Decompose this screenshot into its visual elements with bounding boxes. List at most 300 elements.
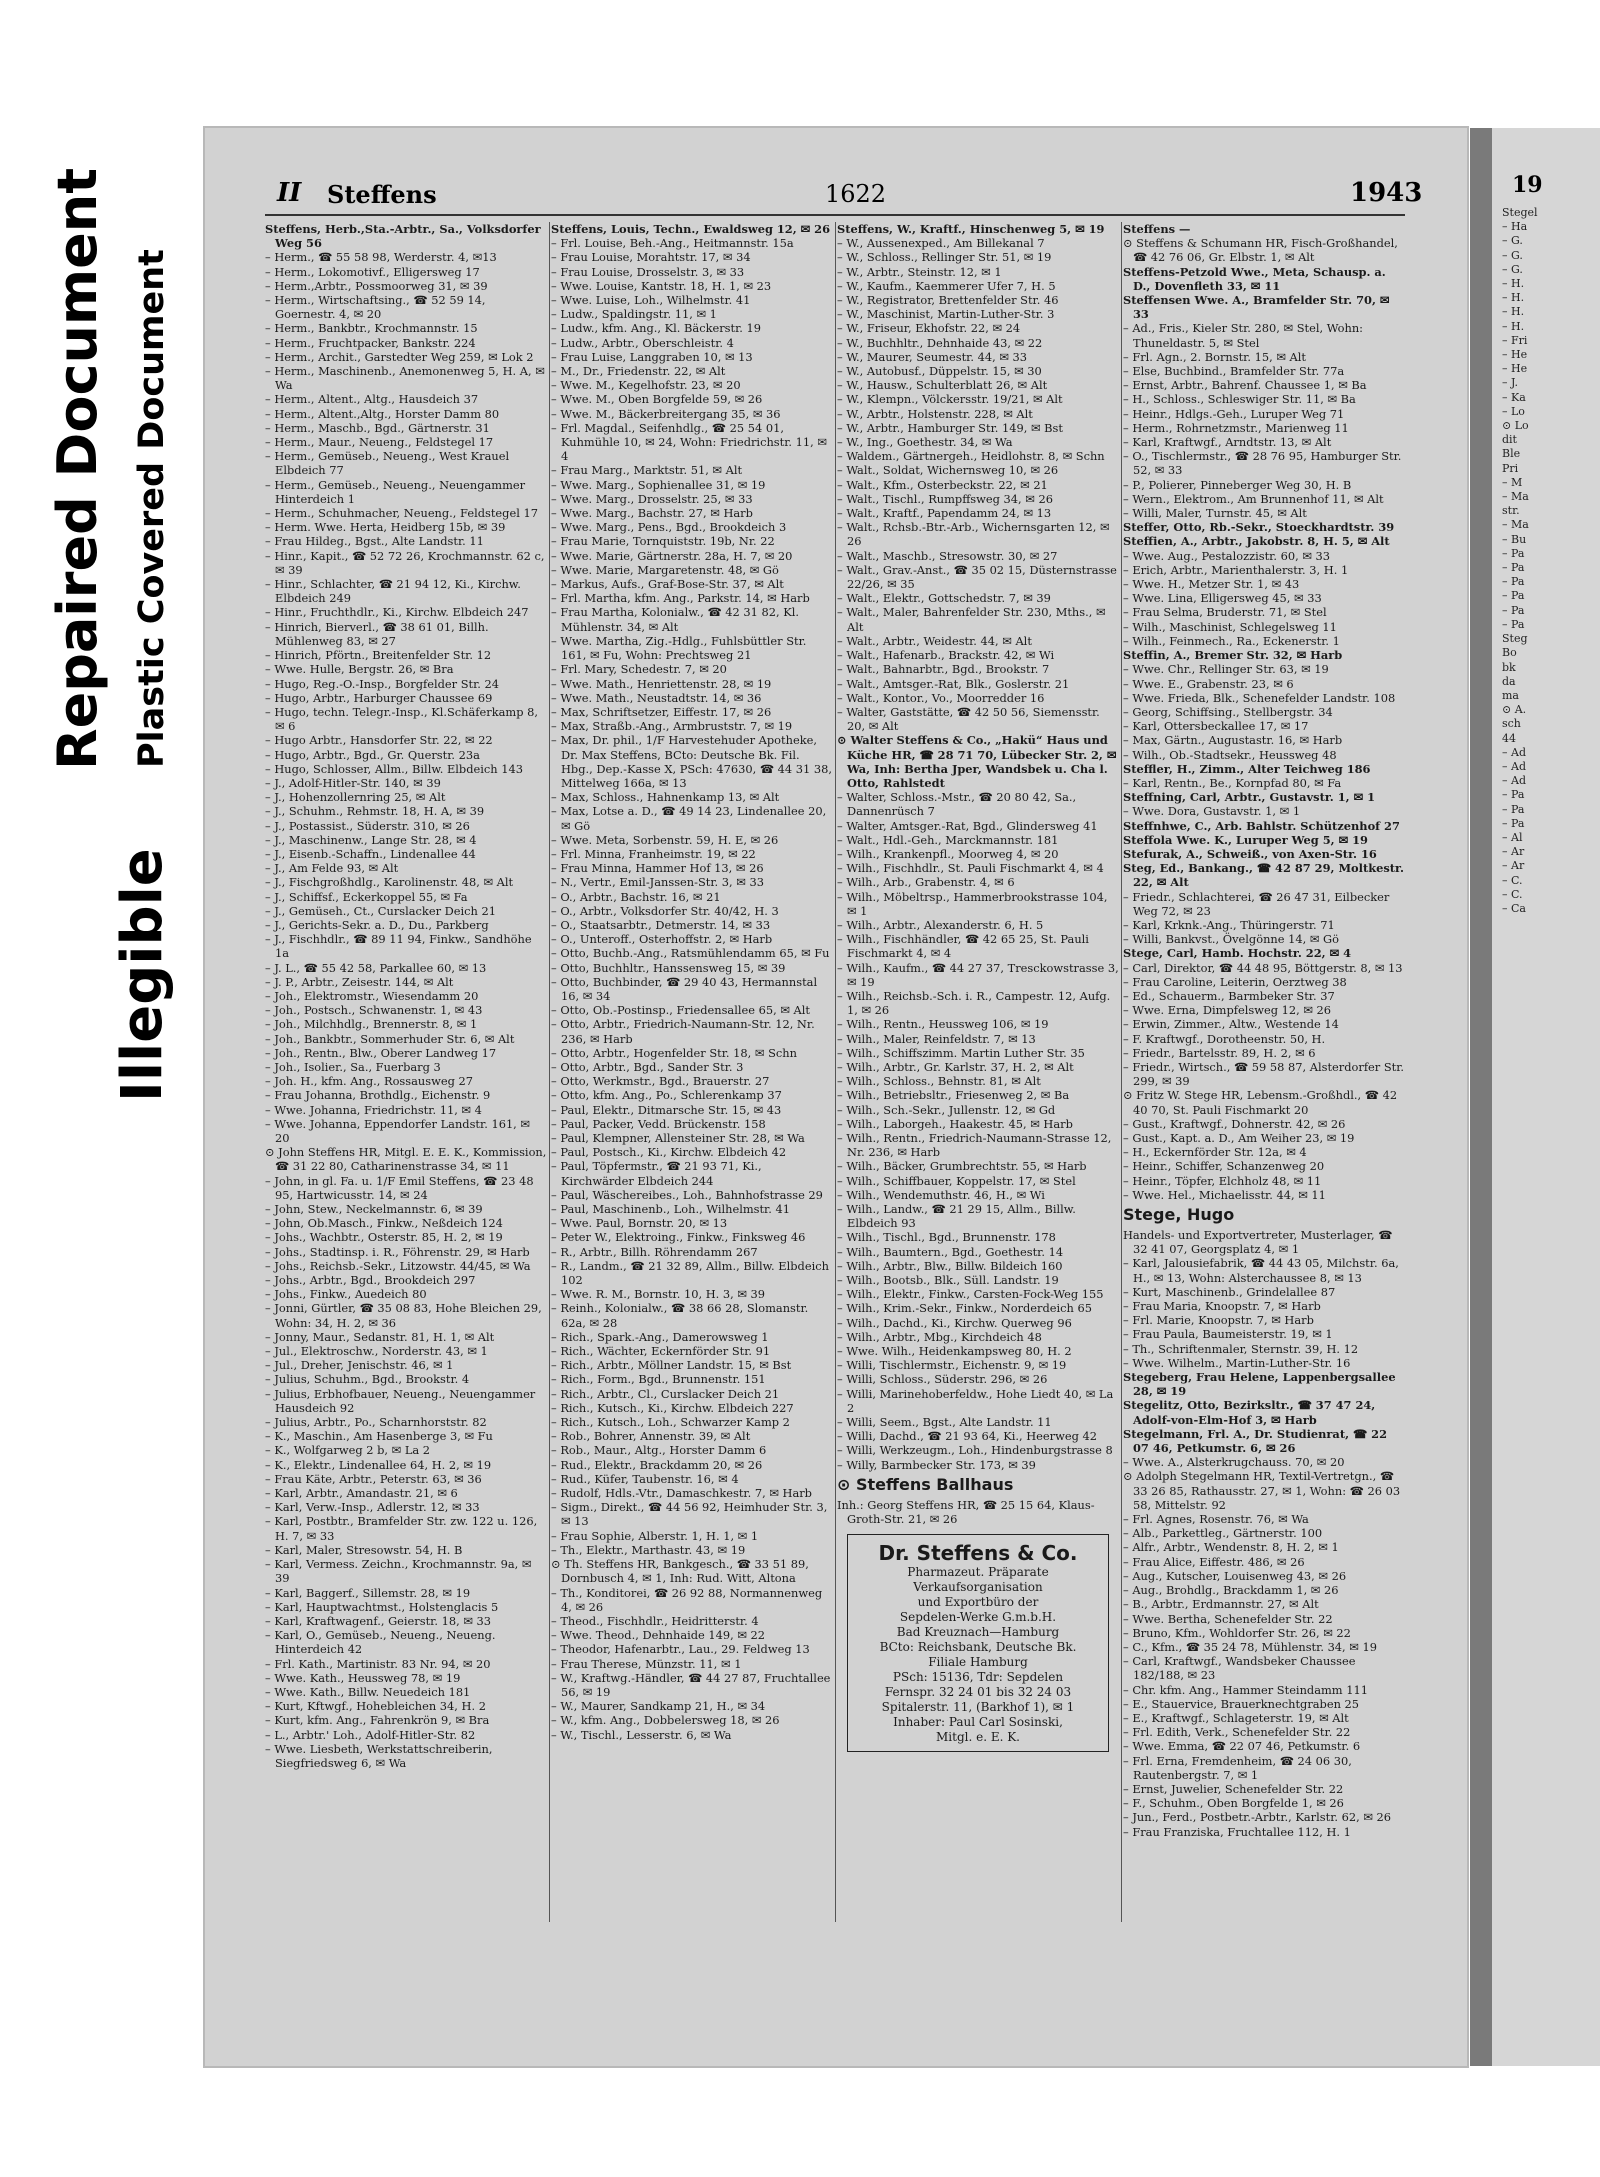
directory-entry: – Hugo, techn. Telegr.-Insp., Kl.Schäferkamp 8, ✉ 6	[265, 704, 538, 734]
directory-entry: – Johs., Finkw., Auedeich 80	[265, 1287, 427, 1302]
directory-entry: – Frau Sophie, Alberstr. 1, H. 1, ✉ 1	[551, 1528, 759, 1543]
directory-entry: – O., Staatsarbtr., Detmerstr. 14, ✉ 33	[551, 917, 771, 932]
directory-entry: – Herm., Wirtschaftsing., ☎ 52 59 14, Goernestr. 4, ✉ 20	[265, 293, 486, 322]
next-page-line: – Pa	[1502, 802, 1525, 816]
directory-entry: – W., Maurer, Sandkamp 21, H., ✉ 34	[551, 1699, 766, 1714]
directory-entry: Steffnhwe, C., Arb. Bahlstr. Schützenhof 27	[1123, 818, 1400, 833]
directory-entry: – Rud., Küfer, Taubenstr. 16, ✉ 4	[551, 1471, 739, 1486]
next-page-line: – Pa	[1502, 617, 1525, 631]
running-head-name: Steffens	[327, 180, 437, 209]
directory-entry: – Rich., Kutsch., Loh., Schwarzer Kamp 2	[551, 1415, 790, 1430]
next-page-line: – H.	[1502, 277, 1525, 291]
directory-entry: – Ernst, Juwelier, Schenefelder Str. 22	[1123, 1781, 1344, 1796]
directory-entry: – Reinh., Kolonialw., ☎ 38 66 28, Slomanstr. 62a, ✉ 28	[551, 1301, 809, 1330]
directory-entry: – Friedr., Bartelsstr. 89, H. 2, ✉ 6	[1123, 1045, 1316, 1060]
next-page-line: – H.	[1502, 305, 1525, 319]
listing-heading: Stege, Hugo	[1123, 1205, 1235, 1225]
directory-entry: – Herm.,Arbtr., Possmoorweg 31, ✉ 39	[265, 278, 488, 293]
next-page-line: – C.	[1502, 873, 1523, 887]
directory-entry: – Johs., Arbtr., Bgd., Brookdeich 297	[265, 1273, 476, 1288]
directory-entry: – Frl. Agn., 2. Bornstr. 15, ✉ Alt	[1123, 349, 1306, 364]
directory-entry: – Wilh., Landw., ☎ 21 29 15, Allm., Billw. Elbdeich 93	[837, 1202, 1076, 1231]
directory-entry: – Wwe. Theod., Dehnhaide 149, ✉ 22	[551, 1628, 766, 1643]
directory-entry: – Rud., Elektr., Brackdamm 20, ✉ 26	[551, 1457, 763, 1472]
ad-title: Dr. Steffens & Co.	[878, 1541, 1078, 1566]
page-number: 1622	[825, 180, 887, 208]
directory-entry: – Herm., Altent.,Altg., Horster Damm 80	[265, 406, 500, 421]
next-page-line: Bo	[1502, 646, 1517, 660]
next-page-line: – Pa	[1502, 589, 1525, 603]
directory-entry: – Wilh., Kaufm., ☎ 44 27 37, Tresckowstrasse 3, ✉ 19	[837, 960, 1119, 989]
directory-entry: – Wilh., Elektr., Finkw., Carsten-Fock-Weg 155	[837, 1287, 1104, 1302]
directory-entry: – Frl. Erna, Fremdenheim, ☎ 24 06 30, Rautenbergstr. 7, ✉ 1	[1123, 1753, 1352, 1782]
directory-entry: – Max, Gärtn., Augustastr. 16, ✉ Harb	[1123, 733, 1343, 748]
directory-entry: – Herm., Gemüseb., Neueng., Neuengammer Hinterdeich 1	[265, 477, 526, 506]
directory-entry: – Otto, Werkmstr., Bgd., Brauerstr. 27	[551, 1074, 770, 1089]
directory-entry: – Karl, Postbtr., Bramfelder Str. zw. 122 u. 126, H. 7, ✉ 33	[265, 1514, 538, 1543]
directory-entry: – Wilh., Betriebsltr., Friesenweg 2, ✉ Ba	[837, 1088, 1070, 1103]
column-divider	[1121, 222, 1122, 1922]
ad-line: Bad Kreuznach—Hamburg	[896, 1625, 1060, 1640]
next-page-line: ⊙ A.	[1502, 703, 1527, 717]
next-page-line: bk	[1502, 660, 1516, 674]
directory-entry: – O., Arbtr., Volksdorfer Str. 40/42, H. 3	[551, 903, 779, 918]
directory-entry: – Wilh., Bootsb., Blk., Süll. Landstr. 19	[837, 1273, 1059, 1288]
directory-entry: – J., Fischhdlr., ☎ 89 11 94, Finkw., Sandhöhe 1a	[265, 932, 532, 961]
directory-entry: – Karl, Krknk.-Ang., Thüringerstr. 71	[1123, 917, 1335, 932]
next-page-line: – Ma	[1502, 490, 1529, 504]
directory-entry: – Hugo, Reg.-O.-Insp., Borgfelder Str. 24	[265, 676, 500, 691]
directory-entry: – Bruno, Kfm., Wohldorfer Str. 26, ✉ 22	[1123, 1625, 1351, 1640]
directory-entry: – Paul, Postsch., Ki., Kirchw. Elbdeich 42	[551, 1145, 787, 1160]
directory-entry: – W., Kaufm., Kaemmerer Ufer 7, H. 5	[837, 278, 1056, 293]
directory-entry: – Wwe. Hel., Michaelisstr. 44, ✉ 11	[1123, 1187, 1326, 1202]
directory-entry: – Frl. Edith, Verk., Schenefelder Str. 22	[1123, 1725, 1351, 1740]
next-page-line: – G.	[1502, 248, 1523, 262]
next-page-line: sch	[1502, 717, 1521, 731]
directory-entry: – Hugo, Schlosser, Allm., Billw. Elbdeich 143	[265, 761, 523, 776]
next-page-header: 19	[1512, 172, 1543, 198]
directory-entry: – R., Landm., ☎ 21 32 89, Allm., Billw. Elbdeich 102	[551, 1258, 829, 1288]
directory-entry: Steffler, H., Zimm., Alter Teichweg 186	[1123, 761, 1371, 776]
next-page-line: – Fri	[1502, 333, 1528, 347]
directory-entry: – Wilh., Sch.-Sekr., Jullenstr. 12, ✉ Gd	[837, 1102, 1056, 1117]
directory-entry: – Wwe. Luise, Loh., Wilhelmstr. 41	[551, 293, 751, 308]
directory-entry: – Th., Elektr., Marthastr. 43, ✉ 19	[551, 1542, 746, 1557]
directory-entry: – W., Registrator, Brettenfelder Str. 46	[837, 293, 1059, 308]
directory-entry: – Wwe. Math., Neustadtstr. 14, ✉ 36	[551, 690, 762, 705]
directory-entry: Handels- und Exportvertreter, Musterlager, ☎ 32 41 07, Georgsplatz 4, ✉ 1	[1123, 1228, 1393, 1257]
directory-entry: – Frau Käte, Arbtr., Peterstr. 63, ✉ 36	[265, 1471, 482, 1486]
next-page-line: – Lo	[1502, 404, 1525, 418]
directory-entry: Steffer, Otto, Rb.-Sekr., Stoeckhardtstr. 39	[1123, 520, 1395, 535]
directory-entry: – Wwe. Marg., Sophienallee 31, ✉ 19	[551, 477, 766, 492]
directory-entry: – J., Hohenzollernring 25, ✉ Alt	[265, 790, 446, 805]
directory-entry: – John, Stew., Neckelmannstr. 6, ✉ 39	[265, 1202, 483, 1217]
directory-entry: – H., Eckernförder Str. 12a, ✉ 4	[1123, 1145, 1307, 1160]
directory-entry: – Walt., Amtsger.-Rat, Blk., Goslerstr. 21	[837, 676, 1070, 691]
directory-entry: – Johs., Wachbtr., Osterstr. 85, H. 2, ✉ 19	[265, 1230, 503, 1245]
ad-line: Verkaufsorganisation	[913, 1580, 1043, 1595]
directory-entry: – Otto, Arbtr., Bgd., Sander Str. 3	[551, 1059, 744, 1074]
directory-entry: – K., Maschin., Am Hasenberge 3, ✉ Fu	[265, 1429, 493, 1444]
directory-entry: – Wwe. Kath., Heussweg 78, ✉ 19	[265, 1670, 461, 1685]
next-page-line: – Ka	[1502, 390, 1526, 404]
directory-entry: – Herm., Fruchtpacker, Bankstr. 224	[265, 335, 476, 350]
directory-entry: – Frau Minna, Hammer Hof 13, ✉ 26	[551, 861, 764, 876]
directory-entry: – J. L., ☎ 55 42 58, Parkallee 60, ✉ 13	[265, 960, 487, 975]
directory-entry: – Frau Maria, Knoopstr. 7, ✉ Harb	[1123, 1299, 1321, 1314]
directory-entry: – Karl, Arbtr., Amandastr. 21, ✉ 6	[265, 1486, 458, 1501]
directory-entry: – Joh., Milchhdlg., Brennerstr. 8, ✉ 1	[265, 1017, 478, 1032]
next-page-line: – Ad	[1502, 774, 1526, 788]
directory-entry: – Friedr., Wirtsch., ☎ 59 58 87, Alsterdorfer Str. 299, ✉ 39	[1123, 1059, 1405, 1089]
directory-entry: – B., Arbtr., Erdmannstr. 27, ✉ Alt	[1123, 1597, 1319, 1612]
directory-entry: – Peter W., Elektroing., Finkw., Finksweg 46	[551, 1230, 806, 1245]
directory-entry: – Herm., Bankbtr., Krochmannstr. 15	[265, 321, 478, 336]
directory-entry: – Wilh., Rentn., Heussweg 106, ✉ 19	[837, 1017, 1049, 1032]
directory-column-2	[551, 222, 833, 1922]
directory-entry: – Wwe. Bertha, Schenefelder Str. 22	[1123, 1611, 1333, 1626]
directory-entry: Stegelitz, Otto, Bezirksltr., ☎ 37 47 24, Adolf-von-Elm-Hof 3, ✉ Harb	[1123, 1398, 1376, 1427]
directory-entry: – Joh., Postsch., Schwanenstr. 1, ✉ 43	[265, 1003, 483, 1018]
advertisement-box	[847, 1534, 1109, 1752]
directory-entry: ⊙ John Steffens HR, Mitgl. E. E. K., Kommission, ☎ 31 22 80, Catharinenstrasse 34, ✉ 11	[265, 1145, 547, 1174]
directory-entry: – Wilh., Feinmech., Ra., Eckenerstr. 1	[1123, 633, 1340, 648]
next-page-line: Stegel	[1502, 206, 1538, 219]
directory-entry: ⊙ Th. Steffens HR, Bankgesch., ☎ 33 51 89, Dornbusch 4, ✉ 1, Inh: Rud. Witt, Altona	[551, 1557, 809, 1586]
directory-year: 1943	[1350, 178, 1423, 208]
directory-entry: – Hinrich, Bierverl., ☎ 38 61 01, Billh. Mühlenweg 83, ✉ 27	[265, 619, 489, 648]
directory-entry: – Frau Marie, Tornquiststr. 19b, Nr. 22	[551, 534, 775, 549]
directory-entry: – Hinr., Schlachter, ☎ 21 94 12, Ki., Kirchw. Elbdeich 249	[265, 577, 521, 606]
directory-entry: – Rich., Spark.-Ang., Damerowsweg 1	[551, 1329, 769, 1344]
ad-line: Inhaber: Paul Carl Sosinski,	[893, 1715, 1063, 1730]
directory-entry: – Wwe. Johanna, Friedrichstr. 11, ✉ 4	[265, 1102, 482, 1117]
next-page-edge	[1492, 128, 1600, 2066]
directory-entry: – Wilh., Baumtern., Bgd., Goethestr. 14	[837, 1244, 1064, 1259]
directory-entry: – Johs., Stadtinsp. i. R., Föhrenstr. 29, ✉ Harb	[265, 1244, 530, 1259]
directory-entry: – Rich., Arbtr., Möllner Landstr. 15, ✉ Bst	[551, 1358, 792, 1373]
directory-entry: – Joh., Bankbtr., Sommerhuder Str. 6, ✉ Alt	[265, 1031, 515, 1046]
directory-entry: – Joh., Elektromstr., Wiesendamm 20	[265, 988, 479, 1003]
directory-entry: – Frl. Marie, Knoopstr. 7, ✉ Harb	[1123, 1313, 1314, 1328]
directory-entry: – Karl, Hauptwachtmst., Holstenglacis 5	[265, 1599, 499, 1614]
plastic-covered-label: Plastic Covered Document	[132, 249, 172, 768]
directory-entry: – Willi, Marinehoberfeldw., Hohe Liedt 40, ✉ La 2	[837, 1386, 1114, 1415]
directory-entry: – Herm., Altent., Altg., Hausdeich 37	[265, 392, 479, 407]
ad-line: Filiale Hamburg	[928, 1655, 1028, 1670]
directory-entry: – Wwe. Kath., Billw. Neuedeich 181	[265, 1684, 471, 1699]
ad-line: Sepdelen-Werke G.m.b.H.	[899, 1610, 1057, 1625]
directory-entry: – Wwe. Wilh., Heidenkampsweg 80, H. 2	[837, 1344, 1072, 1359]
next-page-line: – Ma	[1502, 518, 1529, 532]
directory-entry: – Wilh., Krim.-Sekr., Finkw., Norderdeich 65	[837, 1301, 1092, 1316]
directory-entry: – J., Am Felde 93, ✉ Alt	[265, 861, 399, 876]
directory-entry: – W., Maurer, Seumestr. 44, ✉ 33	[837, 349, 1027, 364]
directory-entry: – Frau Caroline, Leiterin, Oerztweg 38	[1123, 974, 1347, 989]
ad-line: BCto: Reichsbank, Deutsche Bk.	[879, 1640, 1077, 1655]
directory-entry: – Karl, Verw.-Insp., Adlerstr. 12, ✉ 33	[265, 1500, 480, 1515]
ad-line: und Exportbüro der	[917, 1595, 1039, 1610]
directory-entry: – Willi, Bankvst., Övelgönne 14, ✉ Gö	[1123, 932, 1339, 947]
directory-entry: – Wilh., Laborgeh., Haakestr. 45, ✉ Harb	[837, 1116, 1073, 1131]
directory-entry: Steffensen Wwe. A., Bramfelder Str. 70, ✉ 33	[1123, 293, 1390, 322]
next-page-line: ⊙ Lo	[1502, 419, 1529, 433]
directory-entry: – Otto, Ob.-Postinsp., Friedensallee 65, ✉ Alt	[551, 1003, 810, 1018]
directory-entry: – Jul., Dreher, Jenischstr. 46, ✉ 1	[265, 1358, 454, 1373]
listing-heading: ⊙ Steffens Ballhaus	[837, 1474, 1014, 1494]
directory-entry: – Otto, Buchb.-Ang., Ratsmühlendamm 65, ✉ Fu	[551, 946, 830, 961]
directory-entry: – Heinr., Hdlgs.-Geh., Luruper Weg 71	[1123, 406, 1345, 421]
directory-entry: – Wwe. Marg., Pens., Bgd., Brookdeich 3	[551, 520, 787, 535]
ad-line: PSch: 15136, Tdr: Sepdelen	[892, 1670, 1064, 1685]
directory-entry: – Ed., Schauerm., Barmbeker Str. 37	[1123, 988, 1335, 1003]
next-page-line: – Al	[1502, 830, 1523, 844]
directory-entry: – Karl, Ottersbeckallee 17, ✉ 17	[1123, 719, 1309, 734]
directory-entry: Steffens, Herb.,Sta.-Arbtr., Sa., Volksdorfer Weg 56	[265, 222, 541, 251]
directory-entry: – Wwe. E., Grabenstr. 23, ✉ 6	[1123, 676, 1294, 691]
directory-entry: – Wwe. Lina, Elligersweg 45, ✉ 33	[1123, 591, 1322, 606]
directory-entry: – Karl, Jalousiefabrik, ☎ 44 43 05, Milchstr. 6a, H., ✉ 13, Wohn: Alsterchaussee 8, ✉ 13	[1123, 1256, 1399, 1285]
directory-entry: – Herm., Schuhmacher, Neueng., Feldstegel 17	[265, 506, 538, 521]
directory-entry: – Walt., Grav.-Anst., ☎ 35 02 15, Düsternstrasse 22/26, ✉ 35	[837, 562, 1117, 592]
section-number: II	[277, 178, 302, 208]
directory-entry: – Jun., Ferd., Postbetr.-Arbtr., Karlstr. 62, ✉ 26	[1123, 1810, 1392, 1825]
directory-entry: – Wwe. Erna, Dimpfelsweg 12, ✉ 26	[1123, 1003, 1331, 1018]
directory-entry: – Wwe. Frieda, Blk., Schenefelder Landstr. 108	[1123, 690, 1396, 705]
directory-entry: – John, in gl. Fa. u. 1/F Emil Steffens, ☎ 23 48 95, Hartwicusstr. 14, ✉ 24	[265, 1173, 534, 1202]
directory-entry: – Wilh., Maschinist, Schlegelsweg 11	[1123, 619, 1337, 634]
directory-entry: – Hugo Arbtr., Hansdorfer Str. 22, ✉ 22	[265, 733, 493, 748]
directory-entry: – Karl, Rentn., Be., Kornpfad 80, ✉ Fa	[1123, 775, 1342, 790]
directory-entry: – E., Kraftwgf., Schlageterstr. 19, ✉ Alt	[1123, 1710, 1349, 1725]
directory-entry: – Gust., Kraftwgf., Dohnerstr. 42, ✉ 26	[1123, 1116, 1346, 1131]
directory-entry: – Otto, Arbtr., Friedrich-Naumann-Str. 12, Nr. 236, ✉ Harb	[551, 1017, 815, 1046]
directory-entry: – Frau Louise, Morahtstr. 17, ✉ 34	[551, 250, 751, 265]
directory-entry: – Paul, Klempner, Allensteiner Str. 28, ✉ Wa	[551, 1131, 805, 1145]
directory-entry: – Wilh., Krankenpfl., Moorweg 4, ✉ 20	[837, 846, 1059, 861]
next-page-line: Ble	[1502, 447, 1521, 461]
next-page-line: – Ar	[1502, 845, 1525, 859]
directory-entry: – O., Tischlermstr., ☎ 28 76 95, Hamburger Str. 52, ✉ 33	[1123, 449, 1402, 478]
next-page-line: 44	[1502, 731, 1516, 745]
next-page-line: – Ca	[1502, 901, 1526, 915]
directory-entry: Steffens-Petzold Wwe., Meta, Schausp. a. D., Dovenfleth 33, ✉ 11	[1123, 264, 1386, 293]
directory-entry: ⊙ Steffens & Schumann HR, Fisch-Großhandel, ☎ 42 76 06, Gr. Elbstr. 1, ✉ Alt	[1123, 236, 1398, 265]
directory-entry: – Th., Schriftenmaler, Sternstr. 39, H. 12	[1123, 1341, 1359, 1356]
directory-entry: – Frl. Magdal., Seifenhdlg., ☎ 25 54 01, Kuhmühle 10, ✉ 24, Wohn: Friedrichstr. 11, ✉ 4	[551, 420, 827, 464]
directory-entry: – Paul, Töpfermstr., ☎ 21 93 71, Ki., Kirchwärder Elbdeich 244	[551, 1159, 762, 1188]
directory-entry: – Wwe. M., Oben Borgfelde 59, ✉ 26	[551, 392, 763, 407]
directory-entry: – Herm., Maur., Neueng., Feldstegel 17	[265, 435, 494, 450]
next-page-line: – Pa	[1502, 603, 1525, 617]
directory-entry: – W., Kraftwg.-Händler, ☎ 44 27 87, Fruchtallee 56, ✉ 19	[551, 1670, 831, 1699]
directory-entry: – Heinr., Schiffer, Schanzenweg 20	[1123, 1159, 1325, 1174]
directory-entry: – Wilh., Rentn., Friedrich-Naumann-Strasse 12, Nr. 236, ✉ Harb	[837, 1131, 1112, 1160]
directory-entry: – Wwe. Martha, Zig.-Hdlg., Fuhlsbüttler Str. 161, ✉ Fu, Wohn: Prechtsweg 21	[551, 633, 807, 663]
directory-entry: – Wwe. Math., Henriettenstr. 28, ✉ 19	[551, 676, 772, 691]
directory-entry: – Karl, Kraftwagenf., Geierstr. 18, ✉ 33	[265, 1613, 491, 1628]
directory-entry: ⊙ Adolph Stegelmann HR, Textil-Vertretgn., ☎ 33 26 85, Rathausstr. 27, ✉ 1, Wohn: ☎ 26 03 58, Mittelstr. 92	[1123, 1469, 1401, 1512]
directory-entry: – Wilh., Ob.-Stadtsekr., Heussweg 48	[1123, 747, 1337, 762]
directory-entry: – Herm., Maschb., Bgd., Gärtnerstr. 31	[265, 420, 490, 435]
directory-entry: – Willi, Seem., Bgst., Alte Landstr. 11	[837, 1415, 1052, 1430]
directory-entry: – Aug., Kutscher, Louisenweg 43, ✉ 26	[1123, 1568, 1347, 1583]
directory-entry: – Frl. Louise, Beh.-Ang., Heitmannstr. 15a	[551, 236, 794, 251]
next-page-line: – Pa	[1502, 546, 1525, 560]
directory-entry: – Otto, Buchbinder, ☎ 29 40 43, Hermannstal 16, ✉ 34	[551, 974, 818, 1003]
directory-entry: – Rich., Form., Bgd., Brunnenstr. 151	[551, 1372, 766, 1387]
directory-entry: – Walter, Schloss.-Mstr., ☎ 20 80 42, Sa., Dannenrüsch 7	[837, 790, 1077, 819]
next-page-line: Pri	[1502, 461, 1519, 475]
directory-entry: – Paul, Elektr., Ditmarsche Str. 15, ✉ 43	[551, 1102, 782, 1117]
directory-entry: – Wilh., Schloss., Behnstr. 81, ✉ Alt	[837, 1074, 1041, 1089]
directory-entry: – Wwe. Marie, Gärtnerstr. 28a, H. 7, ✉ 20	[551, 548, 793, 563]
next-page-line: – M	[1502, 475, 1523, 489]
directory-entry: – Frau Alice, Eiffestr. 486, ✉ 26	[1123, 1554, 1305, 1569]
directory-entry: – Wwe. Chr., Rellinger Str. 63, ✉ 19	[1123, 662, 1329, 677]
directory-entry: – Otto, kfm. Ang., Po., Schlerenkamp 37	[551, 1088, 782, 1103]
directory-entry: – Wwe. M., Bäckerbreitergang 35, ✉ 36	[551, 406, 781, 421]
next-page-lines	[1502, 206, 1592, 1906]
directory-entry: – F. Kraftwgf., Dorotheenstr. 50, H.	[1123, 1031, 1326, 1046]
next-page-line: ma	[1502, 688, 1519, 702]
directory-entry: – C., Kfm., ☎ 35 24 78, Mühlenstr. 34, ✉ 19	[1123, 1639, 1377, 1654]
directory-entry: – Alb., Parkettleg., Gärtnerstr. 100	[1123, 1526, 1323, 1541]
directory-entry: – Wilh., Maler, Reinfeldstr. 7, ✉ 13	[837, 1031, 1036, 1046]
directory-entry: Steffin, A., Bremer Str. 32, ✉ Harb	[1123, 648, 1343, 663]
next-page-line: – Pa	[1502, 816, 1525, 830]
directory-entry: – Ludw., kfm. Ang., Kl. Bäckerstr. 19	[551, 321, 762, 336]
binding-gutter	[1470, 128, 1492, 2066]
directory-entry: – Frau Johanna, Brothdlg., Eichenstr. 9	[265, 1088, 491, 1103]
directory-entry: – W., Hausw., Schulterblatt 26, ✉ Alt	[837, 378, 1048, 393]
directory-entry: – Wwe. Paul, Bornstr. 20, ✉ 13	[551, 1216, 728, 1231]
directory-entry: – W., kfm. Ang., Dobbelersweg 18, ✉ 26	[551, 1713, 780, 1728]
next-page-line: – H.	[1502, 319, 1525, 333]
directory-entry: – J., Schuhm., Rehmstr. 18, H. A, ✉ 39	[265, 804, 485, 819]
directory-entry: – R., Arbtr., Billh. Röhrendamm 267	[551, 1244, 758, 1259]
directory-entry: – Erich, Arbtr., Marienthalerstr. 3, H. 1	[1123, 562, 1349, 577]
directory-entry: – Johs., Reichsb.-Sekr., Litzowstr. 44/45, ✉ Wa	[265, 1258, 531, 1273]
directory-entry: Inh.: Georg Steffens HR, ☎ 25 15 64, Klaus-Groth-Str. 21, ✉ 26	[837, 1497, 1095, 1527]
directory-entry: – Carl, Direktor, ☎ 44 48 95, Böttgerstr. 8, ✉ 13	[1123, 960, 1403, 975]
directory-entry: – Walt., Soldat, Wichernsweg 10, ✉ 26	[837, 463, 1059, 478]
directory-entry: – Wilh., Möbeltrsp., Hammerbrookstrasse 104, ✉ 1	[837, 889, 1108, 918]
next-page-line: – Pa	[1502, 575, 1525, 589]
directory-entry: Stege, Carl, Hamb. Hochstr. 22, ✉ 4	[1123, 946, 1352, 961]
directory-entry: – Wilh., Tischl., Bgd., Brunnenstr. 178	[837, 1230, 1056, 1245]
next-page-line: – He	[1502, 348, 1528, 362]
directory-entry: – Walt., Hafenarb., Brackstr. 42, ✉ Wi	[837, 648, 1055, 663]
next-page-line: str.	[1502, 504, 1520, 518]
illegible-label: Illegible	[110, 848, 175, 1102]
directory-entry: – Herm., ☎ 55 58 98, Werderstr. 4, ✉13	[265, 250, 497, 265]
directory-entry: – Otto, Buchhltr., Hanssensweg 15, ✉ 39	[551, 960, 786, 975]
directory-entry: – Rich., Wächter, Eckernförder Str. 91	[551, 1344, 771, 1359]
directory-entry: – Wwe. Wilhelm., Martin-Luther-Str. 16	[1123, 1355, 1351, 1370]
directory-entry: – Friedr., Schlachterei, ☎ 26 47 31, Eilbecker Weg 72, ✉ 23	[1123, 889, 1390, 918]
directory-entry: Steffens, W., Kraftf., Hinschenweg 5, ✉ 19	[837, 222, 1105, 236]
directory-entry: – L., Arbtr.' Loh., Adolf-Hitler-Str. 82	[265, 1727, 476, 1742]
directory-entry: – Max, Dr. phil., 1/F Harvestehuder Apotheke, Dr. Max Steffens, BCto: Deutsche Bk. Fil. Hbg., Dep.-Kasse X, PSch: 47630, ☎ 44 31 38, Mittelweg 166a, ✉ 13	[551, 733, 832, 790]
column-divider	[549, 222, 550, 1922]
page-content	[265, 174, 1427, 2026]
header-rule	[265, 214, 1405, 216]
directory-entry: – Wilh., Wendemuthstr. 46, H., ✉ Wi	[837, 1187, 1045, 1202]
directory-entry: – Herm. Wwe. Herta, Heidberg 15b, ✉ 39	[265, 520, 506, 535]
next-page-line: – Pa	[1502, 561, 1525, 575]
directory-entry: – Wilh., Arbtr., Alexanderstr. 6, H. 5	[837, 917, 1044, 932]
directory-entry: – Walt., Kraftf., Papendamm 24, ✉ 13	[837, 506, 1052, 521]
directory-entry: – Hugo, Arbtr., Harburger Chaussee 69	[265, 690, 493, 705]
directory-entry: – Frl. Minna, Franheimstr. 19, ✉ 22	[551, 846, 756, 861]
directory-entry: – Walt., Kfm., Osterbeckstr. 22, ✉ 21	[837, 477, 1048, 492]
directory-entry: – O., Arbtr., Bachstr. 16, ✉ 21	[551, 889, 721, 904]
directory-entry: – Wwe. R. M., Bornstr. 10, H. 3, ✉ 39	[551, 1287, 766, 1302]
directory-entry: – Walt., Kontor., Vo., Moorredder 16	[837, 690, 1045, 705]
directory-entry: – W., Buchhltr., Dehnhaide 43, ✉ 22	[837, 335, 1043, 350]
directory-entry: – Hugo, Arbtr., Bgd., Gr. Querstr. 23a	[265, 747, 480, 762]
directory-entry: – Walter, Amtsger.-Rat, Bgd., Glindersweg 41	[837, 818, 1098, 833]
directory-entry: – Wwe. Meta, Sorbenstr. 59, H. E, ✉ 26	[551, 832, 779, 847]
directory-entry: – J., Eisenb.-Schaffn., Lindenallee 44	[265, 846, 476, 861]
directory-entry: – Paul, Maschinenb., Loh., Wilhelmstr. 41	[551, 1202, 790, 1217]
directory-entry: – K., Wolfgarweg 2 b, ✉ La 2	[265, 1443, 431, 1458]
directory-entry: – Walt., Rchsb.-Btr.-Arb., Wichernsgarten 12, ✉ 26	[837, 520, 1110, 549]
directory-entry: – Frl. Martha, kfm. Ang., Parkstr. 14, ✉ Harb	[551, 591, 810, 606]
next-page-line: – H.	[1502, 291, 1525, 305]
directory-entry: – Th., Konditorei, ☎ 26 92 88, Normannenweg 4, ✉ 26	[551, 1585, 823, 1614]
directory-entry: – Karl, O., Gemüseb., Neueng., Neueng. Hinterdeich 42	[265, 1628, 496, 1657]
directory-entry: Stegeberg, Frau Helene, Lappenbergsallee 28, ✉ 19	[1123, 1370, 1396, 1399]
directory-entry: – P., Polierer, Pinneberger Weg 30, H. B	[1123, 477, 1352, 492]
directory-entry: – E., Stauervice, Brauerknechtgraben 25	[1123, 1696, 1360, 1711]
directory-entry: – Wwe. Liesbeth, Werkstattschreiberin, Siegfriedsweg 6, ✉ Wa	[265, 1741, 493, 1770]
directory-entry: – Gust., Kapt. a. D., Am Weiher 23, ✉ 19	[1123, 1131, 1355, 1145]
directory-entry: – Erwin, Zimmer., Altw., Westende 14	[1123, 1017, 1339, 1032]
directory-entry: – Wwe. Dora, Gustavstr. 1, ✉ 1	[1123, 804, 1301, 819]
directory-entry: – Frau Selma, Bruderstr. 71, ✉ Stel	[1123, 605, 1327, 620]
directory-entry: – Rob., Bohrer, Annenstr. 39, ✉ Alt	[551, 1429, 751, 1444]
directory-entry: – J., Gerichts-Sekr. a. D., Du., Parkberg	[265, 917, 489, 932]
directory-entry: – Kurt, kfm. Ang., Fahrenkrön 9, ✉ Bra	[265, 1713, 490, 1728]
directory-entry: – Paul, Packer, Vedd. Brückenstr. 158	[551, 1116, 766, 1131]
directory-entry: – Wilh., Schiffbauer, Koppelstr. 17, ✉ Stel	[837, 1173, 1076, 1188]
directory-entry: – Wwe. Johanna, Eppendorfer Landstr. 161, ✉ 20	[265, 1116, 530, 1145]
directory-entry: – Ernst, Arbtr., Bahrenf. Chaussee 1, ✉ Ba	[1123, 378, 1367, 393]
directory-entry: ⊙ Fritz W. Stege HR, Lebensm.-Großhdl., ☎ 42 40 70, St. Pauli Fischmarkt 20	[1123, 1088, 1398, 1117]
directory-entry: – Theod., Fischhdlr., Heidritterstr. 4	[551, 1613, 759, 1628]
next-page-line: da	[1502, 674, 1516, 688]
directory-entry: Steffien, A., Arbtr., Jakobstr. 8, H. 5, ✉ Alt	[1123, 534, 1390, 549]
directory-entry: – Ludw., Spaldingstr. 11, ✉ 1	[551, 307, 717, 322]
directory-entry: – Max, Schriftsetzer, Eiffestr. 17, ✉ 26	[551, 704, 772, 719]
directory-column-1	[265, 222, 547, 1922]
directory-entry: – Wilh., Arbtr., Gr. Karlstr. 37, H. 2, ✉ Alt	[837, 1059, 1074, 1074]
next-page-line: – J.	[1502, 376, 1519, 390]
directory-entry: – M., Dr., Friedenstr. 22, ✉ Alt	[551, 364, 726, 379]
directory-entry: – W., Friseur, Ekhofstr. 22, ✉ 24	[837, 321, 1021, 336]
directory-entry: – Otto, Arbtr., Hogenfelder Str. 18, ✉ Schn	[551, 1045, 797, 1060]
directory-entry: – Rich., Arbtr., Cl., Curslacker Deich 21	[551, 1386, 780, 1401]
directory-entry: – W., Schloss., Rellinger Str. 51, ✉ 19	[837, 250, 1052, 265]
directory-entry: – Hinr., Kapit., ☎ 52 72 26, Krochmannstr. 62 c, ✉ 39	[265, 548, 545, 577]
directory-entry: – Walt., Bahnarbtr., Bgd., Brookstr. 7	[837, 662, 1050, 677]
directory-entry: ⊙ Walter Steffens & Co., „Hakü“ Haus und Küche HR, ☎ 28 71 70, Lübecker Str. 2, ✉ Wa, Inh: Bertha Jper, Wandsbek u. Cha l. Otto, Rahlstedt	[837, 733, 1117, 790]
directory-entry: – Alfr., Arbtr., Wendenstr. 8, H. 2, ✉ 1	[1123, 1540, 1339, 1555]
